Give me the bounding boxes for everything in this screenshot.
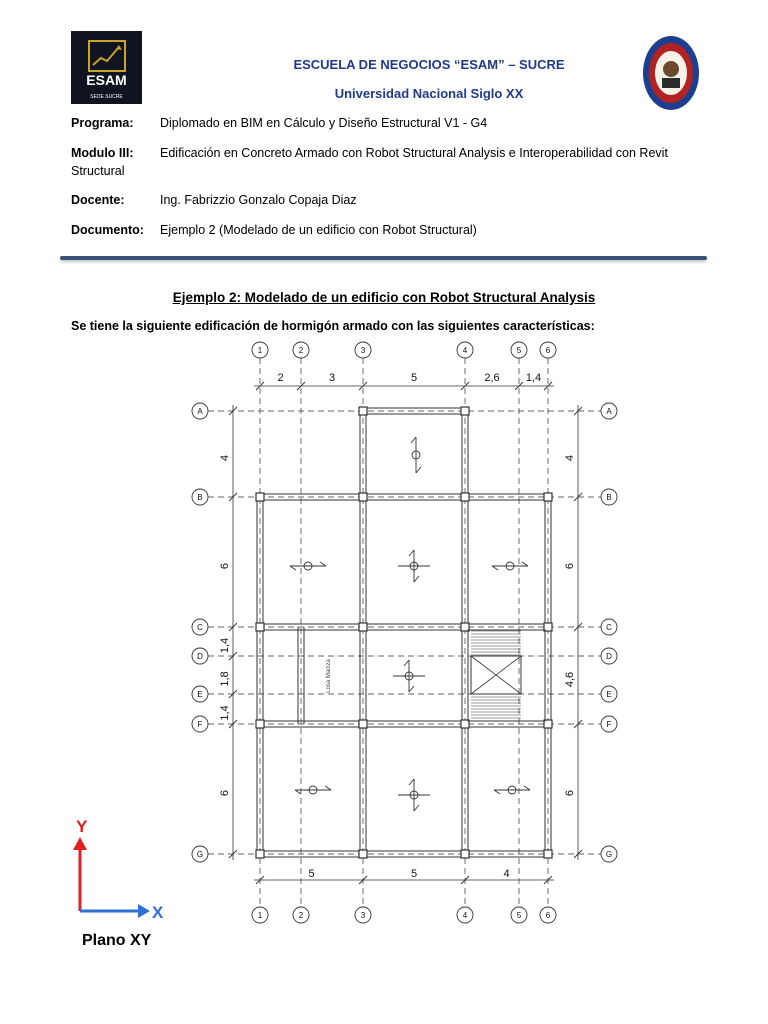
axis-label-right: D xyxy=(606,652,612,661)
y-axis-label: Y xyxy=(76,817,88,836)
slab-symbol xyxy=(325,786,331,790)
slab-symbol xyxy=(409,550,414,556)
axis-label-left: B xyxy=(197,493,203,502)
dim-right: 6 xyxy=(564,789,576,797)
meta-value: Edificación en Concreto Armado con Robot Structural Analysis e Interoperabilidad con Revit Structural xyxy=(71,146,668,178)
axis-label-bottom: 6 xyxy=(545,911,551,920)
slab-symbol xyxy=(290,566,296,570)
dim-left: 6 xyxy=(219,789,231,797)
slab-symbol xyxy=(524,786,530,790)
dim-right: 4 xyxy=(564,454,576,462)
column xyxy=(461,493,469,501)
axis-label-right: A xyxy=(606,407,612,416)
axis-label-right: G xyxy=(605,850,613,859)
dim-right: 6 xyxy=(564,562,576,570)
slab-symbol xyxy=(409,779,414,785)
dim-top: 2,6 xyxy=(484,372,500,384)
intro-text: Se tiene la siguiente edificación de hormigón armado con las siguientes características: xyxy=(71,319,595,333)
dim-bottom: 4 xyxy=(503,868,510,880)
axis-label-left: E xyxy=(197,690,203,699)
column xyxy=(544,493,552,501)
axis-label-left: A xyxy=(197,407,203,416)
x-arrow-icon xyxy=(138,904,150,918)
slab-symbol xyxy=(320,562,326,566)
column xyxy=(256,720,264,728)
slab-symbol xyxy=(414,576,419,582)
meta-value: Ing. Fabrizzio Gonzalo Copaja Diaz xyxy=(160,193,357,207)
slab-symbol xyxy=(522,562,528,566)
logo-left-small-text: SEDE SUCRE xyxy=(90,94,123,100)
column xyxy=(359,623,367,631)
school-name: ESCUELA DE NEGOCIOS “ESAM” – SUCRE xyxy=(293,57,565,72)
dim-top: 1,4 xyxy=(525,372,542,384)
dim-left: 1,4 xyxy=(219,637,231,654)
column xyxy=(461,850,469,858)
slab-symbol xyxy=(295,790,301,794)
plane-label: Plano XY xyxy=(82,932,152,949)
axis-label-top: 6 xyxy=(545,346,551,355)
slab-symbol xyxy=(492,566,498,570)
meta-label: Documento: xyxy=(71,223,144,237)
meta-label: Programa: xyxy=(71,116,134,130)
x-axis-label: X xyxy=(152,903,164,922)
dim-bottom: 5 xyxy=(410,868,418,880)
slab-symbol xyxy=(494,790,500,794)
dim-left: 4 xyxy=(219,454,231,462)
axis-label-left: D xyxy=(197,652,203,661)
meta-value: Diplomado en BIM en Cálculo y Diseño Estructural V1 - G4 xyxy=(160,116,488,130)
axis-label-bottom: 4 xyxy=(462,911,468,920)
dim-top: 2 xyxy=(277,372,284,384)
meta-label: Modulo III: xyxy=(71,146,134,160)
axis-label-bottom: 2 xyxy=(298,911,304,920)
axis-label-left: G xyxy=(196,850,204,859)
axis-indicator xyxy=(60,812,180,922)
axis-label-right: F xyxy=(606,720,612,729)
slab-symbol xyxy=(416,467,421,473)
column xyxy=(256,850,264,858)
axis-label-top: 5 xyxy=(516,346,522,355)
axis-label-bottom: 3 xyxy=(360,911,366,920)
dim-left: 6 xyxy=(219,562,231,570)
column xyxy=(359,850,367,858)
dim-left: 1,4 xyxy=(219,705,231,721)
axis-label-top: 3 xyxy=(360,346,366,355)
dim-top: 5 xyxy=(410,372,418,384)
slab-symbol xyxy=(404,660,409,666)
axis-label-top: 1 xyxy=(257,346,263,355)
axis-label-right: B xyxy=(606,493,612,502)
stair-box xyxy=(468,630,545,721)
column xyxy=(256,493,264,501)
axis-label-right: E xyxy=(606,690,612,699)
dim-top: 3 xyxy=(328,372,336,384)
column xyxy=(256,623,264,631)
slab-label: Losa Maciza xyxy=(326,659,332,693)
axis-label-top: 2 xyxy=(298,346,304,355)
axis-label-right: C xyxy=(606,623,612,632)
dim-right: 4,6 xyxy=(564,671,576,688)
column xyxy=(359,493,367,501)
university-name: Universidad Nacional Siglo XX xyxy=(334,86,524,101)
axis-label-bottom: 5 xyxy=(516,911,522,920)
column xyxy=(544,850,552,858)
column xyxy=(461,407,469,415)
logo-left-big-text: ESAM xyxy=(86,72,127,88)
slab-symbol xyxy=(414,805,419,811)
meta-value: Ejemplo 2 (Modelado de un edificio con Robot Structural) xyxy=(160,223,477,237)
axis-label-bottom: 1 xyxy=(257,911,263,920)
axis-label-top: 4 xyxy=(462,346,468,355)
slab-symbol xyxy=(409,686,414,692)
column xyxy=(359,720,367,728)
meta-label: Docente: xyxy=(71,193,125,207)
slab-symbol xyxy=(411,437,416,443)
dim-bottom: 5 xyxy=(308,868,315,880)
example-title: Ejemplo 2: Modelado de un edificio con Robot Structural Analysis xyxy=(172,290,596,305)
dim-left: 1,8 xyxy=(219,671,231,687)
column xyxy=(359,407,367,415)
axis-label-left: F xyxy=(197,720,203,729)
y-arrow-icon xyxy=(73,837,87,850)
axis-label-left: C xyxy=(197,623,203,632)
